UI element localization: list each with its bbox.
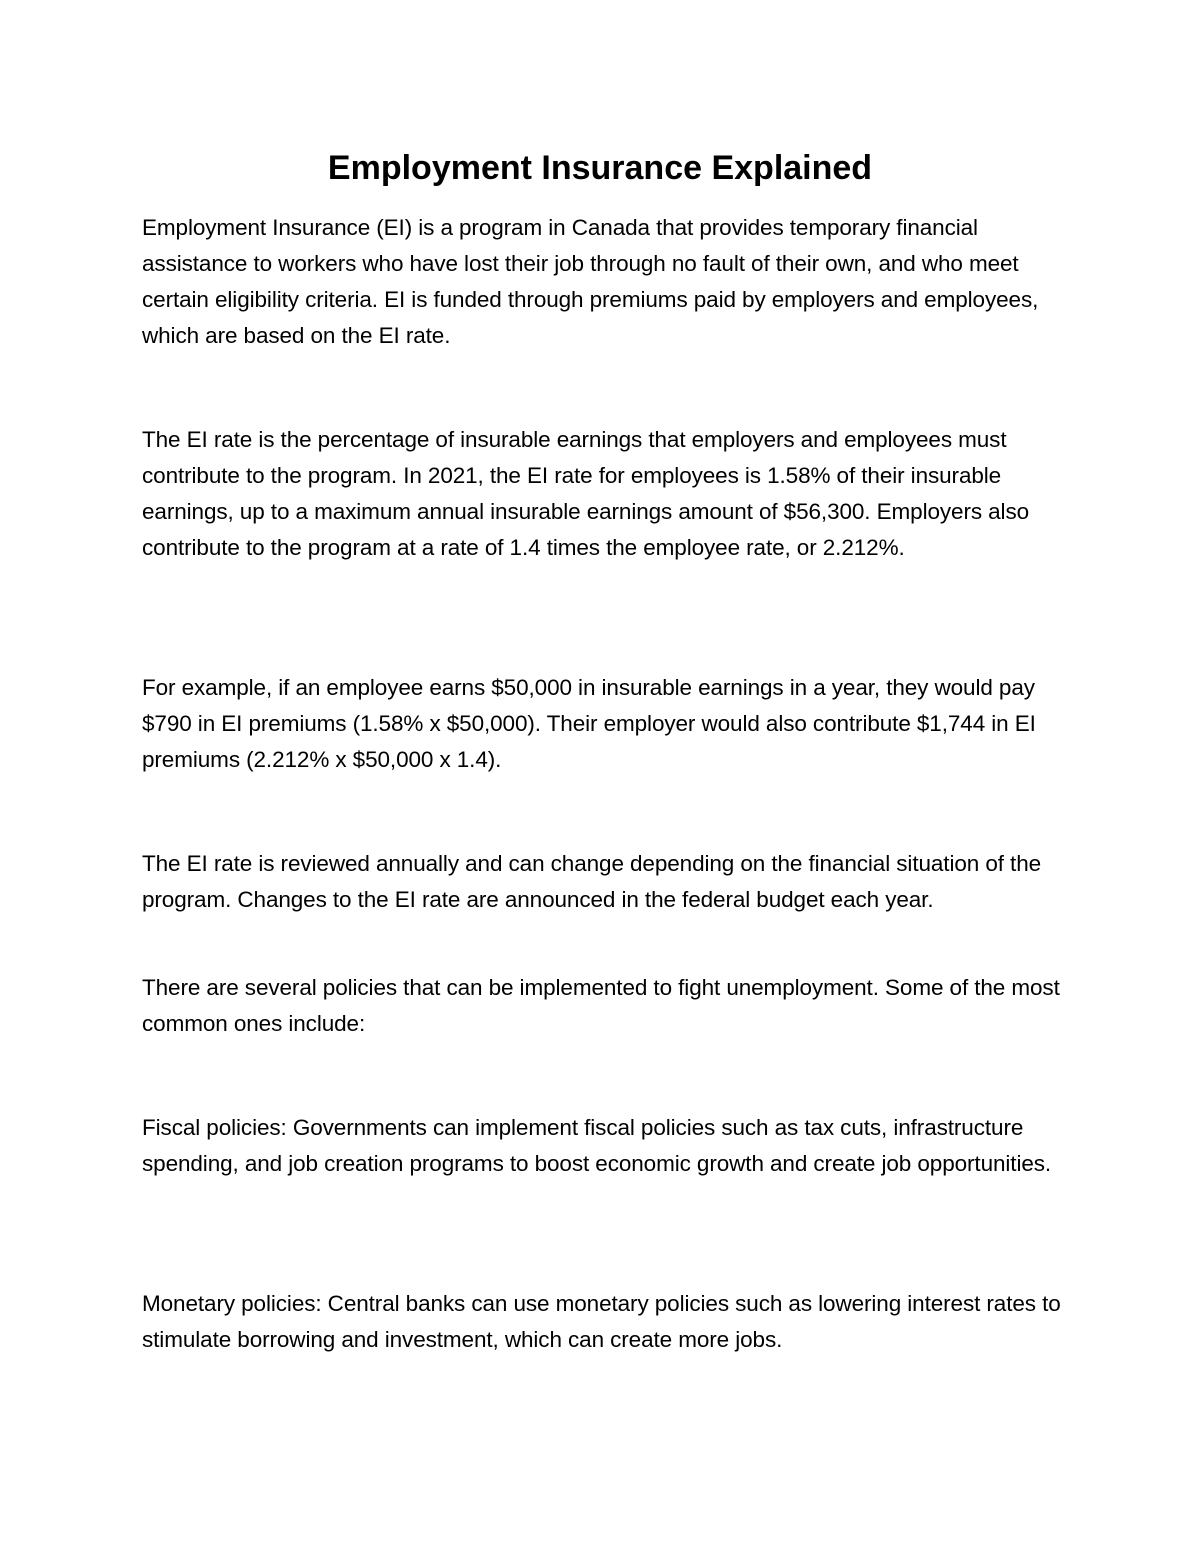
paragraph-rate-review: The EI rate is reviewed annually and can change depending on the financial situation of the program. Changes to the EI rate are announced in the federal budget each year. <box>142 851 1042 912</box>
paragraph-monetary-policies: Monetary policies: Central banks can use monetary policies such as lowering interest rates to stimulate borrowing and investment, which can create more jobs. <box>142 1291 1061 1352</box>
paragraph-ei-rate: The EI rate is the percentage of insurable earnings that employers and employees must contribute to the program. In 2021, the EI rate for employees is 1.58% of their insurable earnings, up to a maximum annual insurable earnings amount of $56,300. Employers also contribute to the program at a rate of 1.4 times the employee rate, or 2.212%. <box>142 427 1030 560</box>
paragraph-policies-intro: There are several policies that can be implemented to fight unemployment. Some of the most common ones include: <box>142 975 1060 1036</box>
paragraph-example: For example, if an employee earns $50,000 in insurable earnings in a year, they would pay $790 in EI premiums (1.58% x $50,000). Their employer would also contribute $1,744 in EI premiums (2.212% x $50,000 x 1.4). <box>142 675 1036 772</box>
paragraph-fiscal-policies: Fiscal policies: Governments can implement fiscal policies such as tax cuts, infrastructure spending, and job creation programs to boost economic growth and create job opportunities. <box>142 1115 1052 1176</box>
document-title: Employment Insurance Explained <box>327 149 873 187</box>
paragraph-ei-intro: Employment Insurance (EI) is a program in Canada that provides temporary financial assistance to workers who have lost their job through no fault of their own, and who meet certain eligibility criteria. EI is funded through premiums paid by employers and employees, which are based on the EI rate. <box>142 215 1039 348</box>
